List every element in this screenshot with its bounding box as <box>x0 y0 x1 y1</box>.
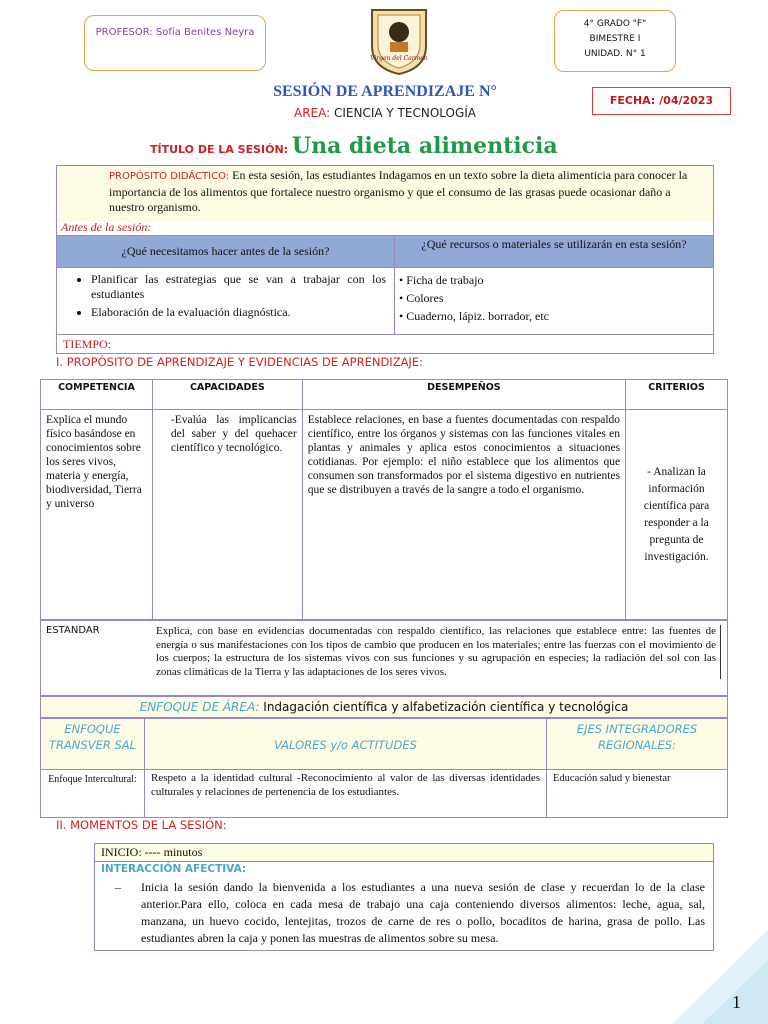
date-label: FECHA: <box>609 94 656 107</box>
values-cell: Respeto a la identidad cultural -Reconocimiento al valor de las diversas identidades culturales y relaciones de pertenencia de los estudiantes. <box>145 770 547 817</box>
area-approach-row <box>40 696 728 718</box>
grade-line: 4° GRADO "F" <box>583 19 647 29</box>
list-item: • Ficha de trabajo <box>399 273 484 287</box>
purpose-table <box>56 165 714 354</box>
header-desempenos: DESEMPEÑOS <box>302 380 625 410</box>
inicio-heading: INICIO: ---- minutos <box>95 844 713 862</box>
transversal-values-row <box>40 770 728 818</box>
approach-cell: Enfoque Intercultural: <box>41 770 145 817</box>
list-item: • Cuaderno, lápiz. borrador, etc <box>399 309 549 323</box>
page-number: 1 <box>732 992 741 1012</box>
session-title-value: Una dieta alimenticia <box>291 133 558 159</box>
standard-row <box>40 620 728 696</box>
tiempo-row: TIEMPO: <box>57 334 713 353</box>
unidad-line: UNIDAD. N° 1 <box>584 49 646 59</box>
section-1-heading: I. PROPÓSITO DE APRENDIZAJE Y EVIDENCIAS DE APRENDIZAJE: <box>56 355 423 369</box>
regional-axes-header: EJES INTEGRADORES REGIONALES: <box>576 722 698 752</box>
area-line <box>200 106 570 120</box>
values-header: VALORES y/o ACTITUDES <box>145 719 547 769</box>
session-title <box>150 133 670 159</box>
transversal-header-row <box>40 718 728 770</box>
question-before: ¿Qué necesitamos hacer antes de la sesión? <box>57 236 395 267</box>
page-title: SESIÓN DE APRENDIZAJE N° <box>273 83 497 100</box>
list-item: • Elaboración de la evaluación diagnóstica. <box>91 305 394 320</box>
area-approach-label: ENFOQUE DE ÁREA: <box>139 700 260 714</box>
teacher-box <box>84 15 266 71</box>
resources-list <box>395 268 713 325</box>
session-title-label: TÍTULO DE LA SESIÓN: <box>150 143 289 156</box>
area-value: CIENCIA Y TECNOLOGÍA <box>333 106 477 120</box>
standard-text: Explica, con base en evidencias documentadas con respaldo científico, las relaciones que establece entre: las fuentes de energía o sus manifestaciones con los tipos de cambio que producen en los materiales; entre las fuerzas con el movimiento de los cuerpos; la estructura de los sistemas vivos con sus funciones y su agrupación en especies; la radiación del sol con las zonas climáticas de la Tierra y las adaptaciones de los seres vivos. <box>156 625 721 679</box>
inicio-box <box>94 843 714 951</box>
date-value: /04/2023 <box>659 94 714 107</box>
purpose-body: En esta sesión, las estudiantes Indagamos en un texto sobre la dieta alimenticia para conocer la importancia de los alimentos que fortalece nuestro organismo y que el consumo de las grasas puede ocasionar daño a nuestro organismo. <box>109 168 688 214</box>
answers-row <box>57 268 713 334</box>
school-crest-icon <box>366 6 432 76</box>
competencies-table <box>40 379 728 620</box>
questions-row <box>57 235 713 268</box>
area-approach-value: Indagación científica y alfabetización científica y tecnológica <box>263 700 629 714</box>
section-2-heading: II. MOMENTOS DE LA SESIÓN: <box>56 818 227 832</box>
competencia-cell: Explica el mundo físico basándose en conocimientos sobre los seres vivos, materia y energía, biodiversidad, Tierra y universo <box>41 410 153 620</box>
criterios-cell: - Analizan la información científica para responder a la pregunta de investigación. <box>626 410 728 620</box>
before-list <box>57 268 395 334</box>
header-criterios: CRITERIOS <box>626 380 728 410</box>
inicio-text <box>115 879 705 947</box>
axes-cell: Educación salud y bienestar <box>553 773 671 784</box>
capacidades-cell: -Evalúa las implicancias del saber y del quehacer científico y tecnológico. <box>152 410 302 620</box>
purpose-text <box>57 166 713 222</box>
standard-label: ESTANDAR <box>46 625 100 636</box>
header-capacidades: CAPACIDADES <box>152 380 302 410</box>
crest-text: Virgen del Carmen <box>370 55 428 62</box>
interaccion-heading: INTERACCIÓN AFECTIVA: <box>101 863 247 875</box>
antes-label: Antes de la sesión: <box>61 220 152 234</box>
grade-box <box>554 10 676 72</box>
bimestre-line: BIMESTRE I <box>589 34 641 44</box>
teacher-name: PROFESOR: Sofía Benites Neyra <box>95 27 255 38</box>
page-corner-decoration-icon <box>672 930 768 1024</box>
inicio-body: Inicia la sesión dando la bienvenida a los estudiantes a una nueva sesión de clase y recuerdan lo de la clase anterior.Para ello, coloca en cada mesa de trabajo una caja conteniendo diversos alimentos: leche, agua, sal, manzana, un huevo cocido, lentejitas, trozos de carne de res o pollo, bocaditos de harina, grasa de pollo. Las estudiantes abren la caja y ponen las muestras de alimentos sobre su mesa. <box>141 880 705 945</box>
purpose-label: PROPÓSITO DIDÁCTICO: <box>109 171 230 182</box>
header-competencia: COMPETENCIA <box>41 380 153 410</box>
desempenos-cell: Establece relaciones, en base a fuentes documentadas con respaldo científico, entre los órganos y sistemas con las funciones vitales en plantas y animales y aplica estos conocimientos a situaciones cotidianas. Por ejemplo: el niño establece que los alimentos que consumen son transformados por el sistema digestivo en nutrientes que se distribuyen a través de la sangre a todo el organismo. <box>302 410 625 620</box>
question-resources: ¿Qué recursos o materiales se utilizarán en esta sesión? <box>421 237 687 251</box>
date-box <box>592 87 731 115</box>
area-label: AREA: <box>293 106 331 120</box>
list-item: • Colores <box>399 291 444 305</box>
list-dash: – <box>115 880 121 894</box>
list-item: • Planificar las estrategias que se van a trabajar con los estudiantes <box>91 272 394 302</box>
transversal-approach-header: ENFOQUE TRANSVER SAL <box>41 719 145 769</box>
